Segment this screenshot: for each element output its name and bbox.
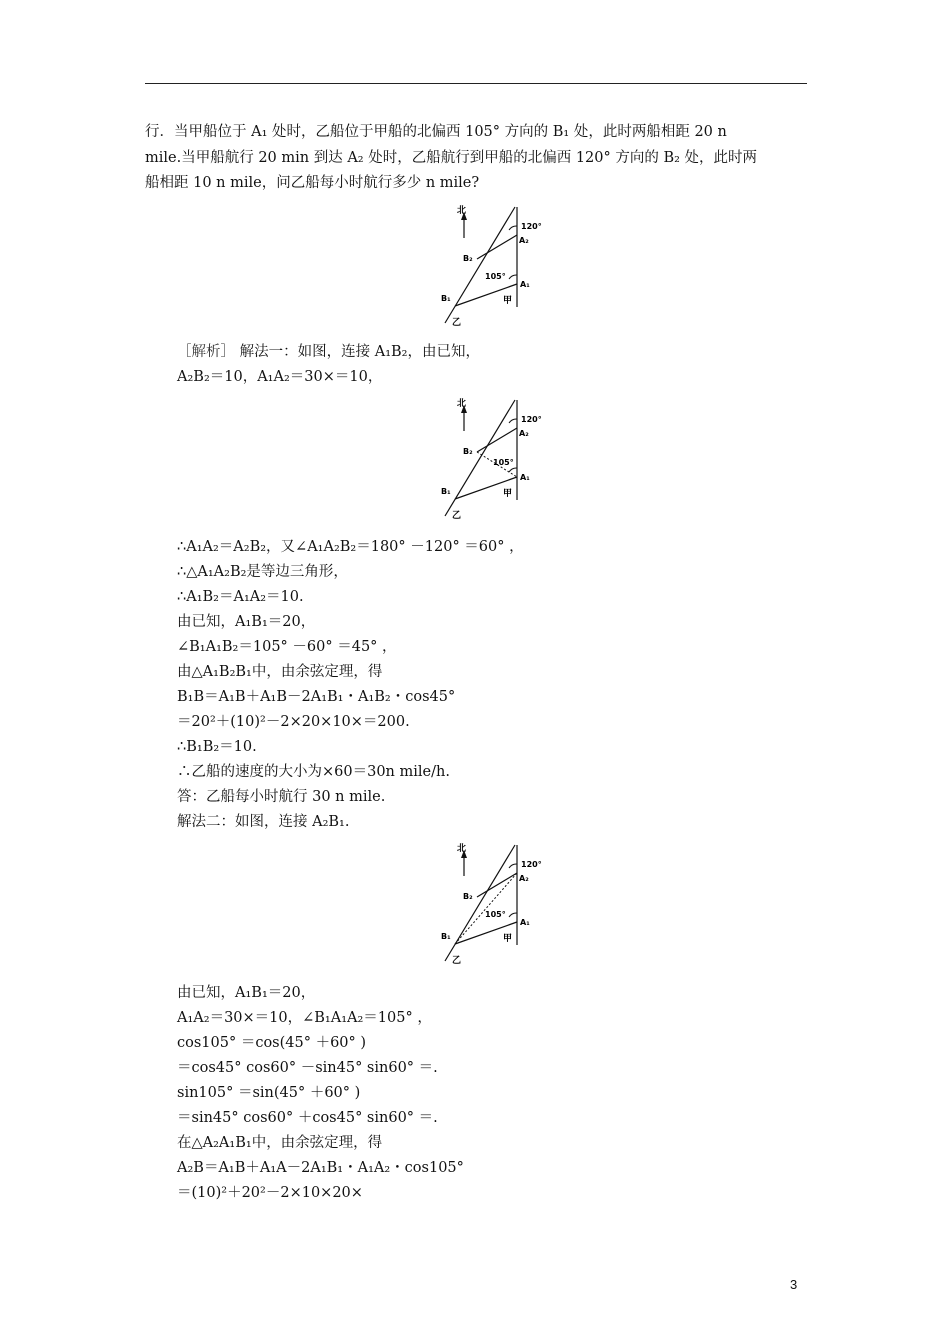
- figure-2-b1-label: B₁: [441, 487, 451, 496]
- figure-2-svg: [437, 395, 547, 521]
- analysis-tag: ［解析］: [177, 344, 235, 360]
- figure-2-b2-label: B₂: [463, 447, 473, 456]
- solution-line: ＝sin45° cos60° ＋cos45° sin60° ＝.: [177, 1110, 438, 1126]
- solution-intro: [177, 342, 480, 362]
- figure-3-b2-label: B₂: [463, 892, 473, 901]
- figure-1-angle-120: 120°: [521, 222, 542, 231]
- solution-line: A₁A₂＝30×＝10，∠B₁A₁A₂＝105° ，: [177, 1010, 432, 1026]
- figure-2-angle-120: 120°: [521, 415, 542, 424]
- figure-2-angle-105: 105°: [493, 458, 514, 467]
- figure-2: [437, 395, 547, 521]
- solution-line: ∴△A₁A₂B₂是等边三角形，: [177, 564, 348, 580]
- figure-1-yi-label: 乙: [452, 318, 462, 328]
- problem-line-2: mile.当甲船航行 20 min 到达 A₂ 处时，乙船航行到甲船的北偏西 120° 方向的 B₂ 处，此时两: [145, 149, 758, 166]
- solution-line: ∠B₁A₁B₂＝105° －60° ＝45° ，: [177, 639, 397, 655]
- figure-2-yi-label: 乙: [452, 511, 462, 521]
- figure-3-angle-105: 105°: [485, 910, 506, 919]
- figure-3-north-label: 北: [457, 844, 467, 854]
- figure-2-jia-label: 甲: [503, 489, 513, 499]
- figure-1-north-label: 北: [457, 206, 467, 216]
- figure-1-a2-label: A₂: [519, 236, 529, 245]
- solution-line: 解法二：如图，连接 A₂B₁.: [177, 814, 350, 830]
- figure-1-a1-label: A₁: [520, 280, 530, 289]
- page-number: 3: [790, 1277, 798, 1292]
- figure-2-a1-label: A₁: [520, 473, 530, 482]
- figure-3-jia-label: 甲: [503, 934, 513, 944]
- solution-line: ∴A₁B₂＝A₁A₂＝10.: [177, 589, 304, 605]
- figure-3: [437, 840, 547, 966]
- figure-1-b2-label: B₂: [463, 254, 473, 263]
- solution-line: ＝cos45° cos60° －sin45° sin60° ＝.: [177, 1060, 438, 1076]
- header-rule: [145, 83, 807, 84]
- figure-3-b1-label: B₁: [441, 932, 451, 941]
- solution-intro-text: 解法一：如图，连接 A₁B₂，由已知，: [239, 344, 480, 360]
- figure-1-jia-label: 甲: [503, 296, 513, 306]
- solution-line: ＝20²＋(10)²－2×20×10×＝200.: [177, 714, 410, 730]
- figure-2-a2-label: A₂: [519, 429, 529, 438]
- solution-line: sin105° ＝sin(45° ＋60° ): [177, 1085, 361, 1101]
- solution-line: 由△A₁B₂B₁中，由余弦定理，得: [177, 664, 383, 680]
- solution-line: ∴A₁A₂＝A₂B₂，又∠A₁A₂B₂＝180° －120° ＝60° ，: [177, 539, 524, 555]
- solution-line: B₁B＝A₁B＋A₁B－2A₁B₁・A₁B₂・cos45°: [177, 689, 456, 705]
- figure-3-yi-label: 乙: [452, 956, 462, 966]
- figure-3-svg: [437, 840, 547, 966]
- figure-3-a1-label: A₁: [520, 918, 530, 927]
- solution-line: ∴B₁B₂＝10.: [177, 739, 257, 755]
- solution-line: ＝(10)²＋20²－2×10×20×: [177, 1185, 363, 1201]
- figure-1-b1-label: B₁: [441, 294, 451, 303]
- figure-1: [437, 202, 547, 328]
- problem-line-1: 行．当甲船位于 A₁ 处时，乙船位于甲船的北偏西 105° 方向的 B₁ 处，此时两船相距 20 n: [145, 124, 727, 140]
- figure-1-angle-105: 105°: [485, 272, 506, 281]
- problem-text: [145, 120, 810, 197]
- solution-line: ∴乙船的速度的大小为×60＝30n mile/h.: [177, 764, 450, 780]
- solution-line: A₂B₂＝10，A₁A₂＝30×＝10，: [177, 369, 383, 385]
- figure-3-a2-label: A₂: [519, 874, 529, 883]
- answer-line: 答：乙船每小时航行 30 n mile.: [177, 789, 386, 805]
- solution-line: 在△A₂A₁B₁中，由余弦定理，得: [177, 1135, 383, 1151]
- solution-line: A₂B＝A₁B＋A₁A－2A₁B₁・A₁A₂・cos105°: [177, 1160, 464, 1176]
- solution-line: 由已知，A₁B₁＝20，: [177, 614, 316, 630]
- figure-1-svg: [437, 202, 547, 328]
- figure-3-angle-120: 120°: [521, 860, 542, 869]
- problem-line-3: 船相距 10 n mile，问乙船每小时航行多少 n mile?: [145, 175, 480, 191]
- figure-2-north-label: 北: [457, 399, 467, 409]
- solution-line: 由已知，A₁B₁＝20，: [177, 985, 316, 1001]
- solution-line: cos105° ＝cos(45° ＋60° ): [177, 1035, 367, 1051]
